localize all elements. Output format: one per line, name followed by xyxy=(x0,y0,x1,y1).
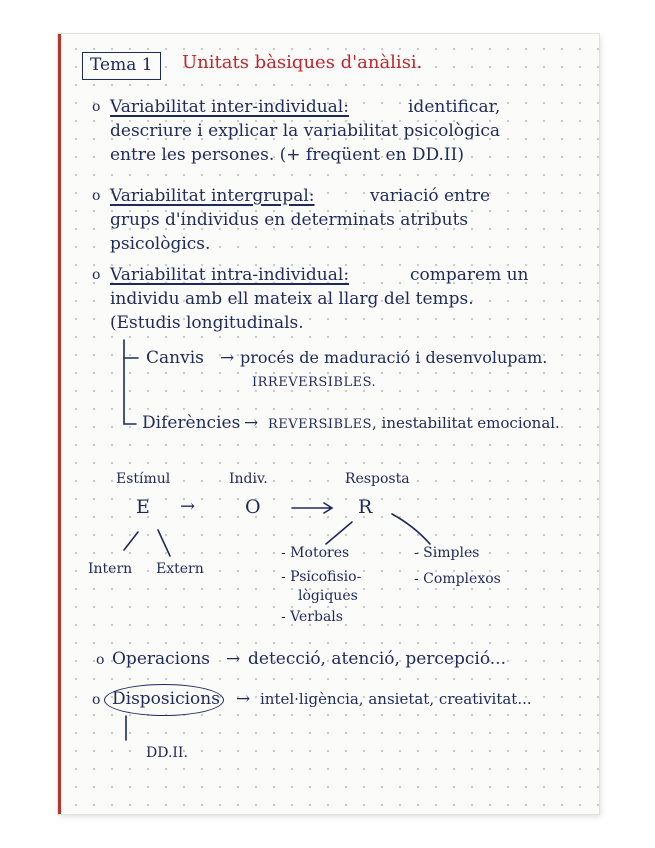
letter-o: O xyxy=(245,496,261,518)
section-text: psicològics. xyxy=(110,234,211,254)
bullet-icon: o xyxy=(92,99,101,115)
e-child-intern: Intern xyxy=(88,561,133,577)
bullet-icon: o xyxy=(92,692,101,708)
branch-bracket xyxy=(124,340,136,424)
r-item: - Motores xyxy=(281,545,350,561)
ddii-label: DD.II. xyxy=(146,745,188,761)
operacions-label: Operacions xyxy=(112,649,211,669)
letter-r: R xyxy=(358,496,373,518)
arrow-right-icon: → xyxy=(236,689,251,709)
term-intergrupal: Variabilitat intergrupal: xyxy=(110,186,315,206)
arrow-right-icon: → xyxy=(180,496,196,517)
letter-e: E xyxy=(136,496,150,518)
operacions-desc: detecció, atenció, percepció... xyxy=(248,649,506,669)
section-text: variació entre xyxy=(370,186,491,206)
bullet-icon: o xyxy=(92,188,101,204)
r-item: lògiques xyxy=(298,588,358,604)
section-text: identificar, xyxy=(408,97,501,117)
bullet-icon: o xyxy=(96,652,105,668)
e-branch-right xyxy=(158,530,170,556)
section-text: entre les persones. (+ freqüent en DD.II) xyxy=(110,145,464,165)
canvis-label: Canvis xyxy=(146,348,204,368)
r-item: - Complexos xyxy=(414,571,501,587)
arrow-right-icon: → xyxy=(226,649,241,669)
tema-label: Tema 1 xyxy=(90,55,153,75)
label-estimul: Estímul xyxy=(116,471,171,487)
r-item: - Verbals xyxy=(281,609,343,625)
disposicions-desc: intel·ligència, ansietat, creativitat... xyxy=(260,690,532,708)
arrow-right-icon: → xyxy=(220,348,235,368)
section-text: comparem un xyxy=(410,265,529,285)
arrow-right-icon: → xyxy=(244,413,259,433)
label-resposta: Resposta xyxy=(345,471,410,487)
diferencies-desc: , inestabilitat emocional. xyxy=(372,414,560,432)
e-branch-left xyxy=(124,532,138,550)
page-title: Unitats bàsiques d'anàlisi. xyxy=(182,52,423,73)
term-inter-individual: Variabilitat inter-individual: xyxy=(110,97,349,117)
arrow-o-r xyxy=(292,503,332,513)
section-text: grups d'individus en determinats atributs xyxy=(110,210,469,230)
r-item: - Simples xyxy=(414,545,480,561)
term-intra-individual: Variabilitat intra-individual: xyxy=(110,265,350,285)
r-branch-left xyxy=(326,522,352,544)
e-child-extern: Extern xyxy=(156,561,204,577)
section-text: (Estudis longitudinals. xyxy=(110,313,304,333)
r-branch-right xyxy=(392,514,430,544)
canvis-caps: IRREVERSIBLES. xyxy=(252,375,377,390)
label-individu: Indiv. xyxy=(229,471,268,487)
r-item: - Psicofisio- xyxy=(281,569,362,585)
diferencies-caps: REVERSIBLES xyxy=(268,417,373,432)
canvis-desc: procés de maduració i desenvolupam. xyxy=(240,348,548,367)
section-text: individu amb ell mateix al llarg del temps. xyxy=(110,289,474,309)
disposicions-label: Disposicions xyxy=(112,689,220,709)
section-text: descriure i explicar la variabilitat psicològica xyxy=(110,121,500,141)
diferencies-label: Diferències xyxy=(142,413,241,433)
bullet-icon: o xyxy=(92,267,101,283)
